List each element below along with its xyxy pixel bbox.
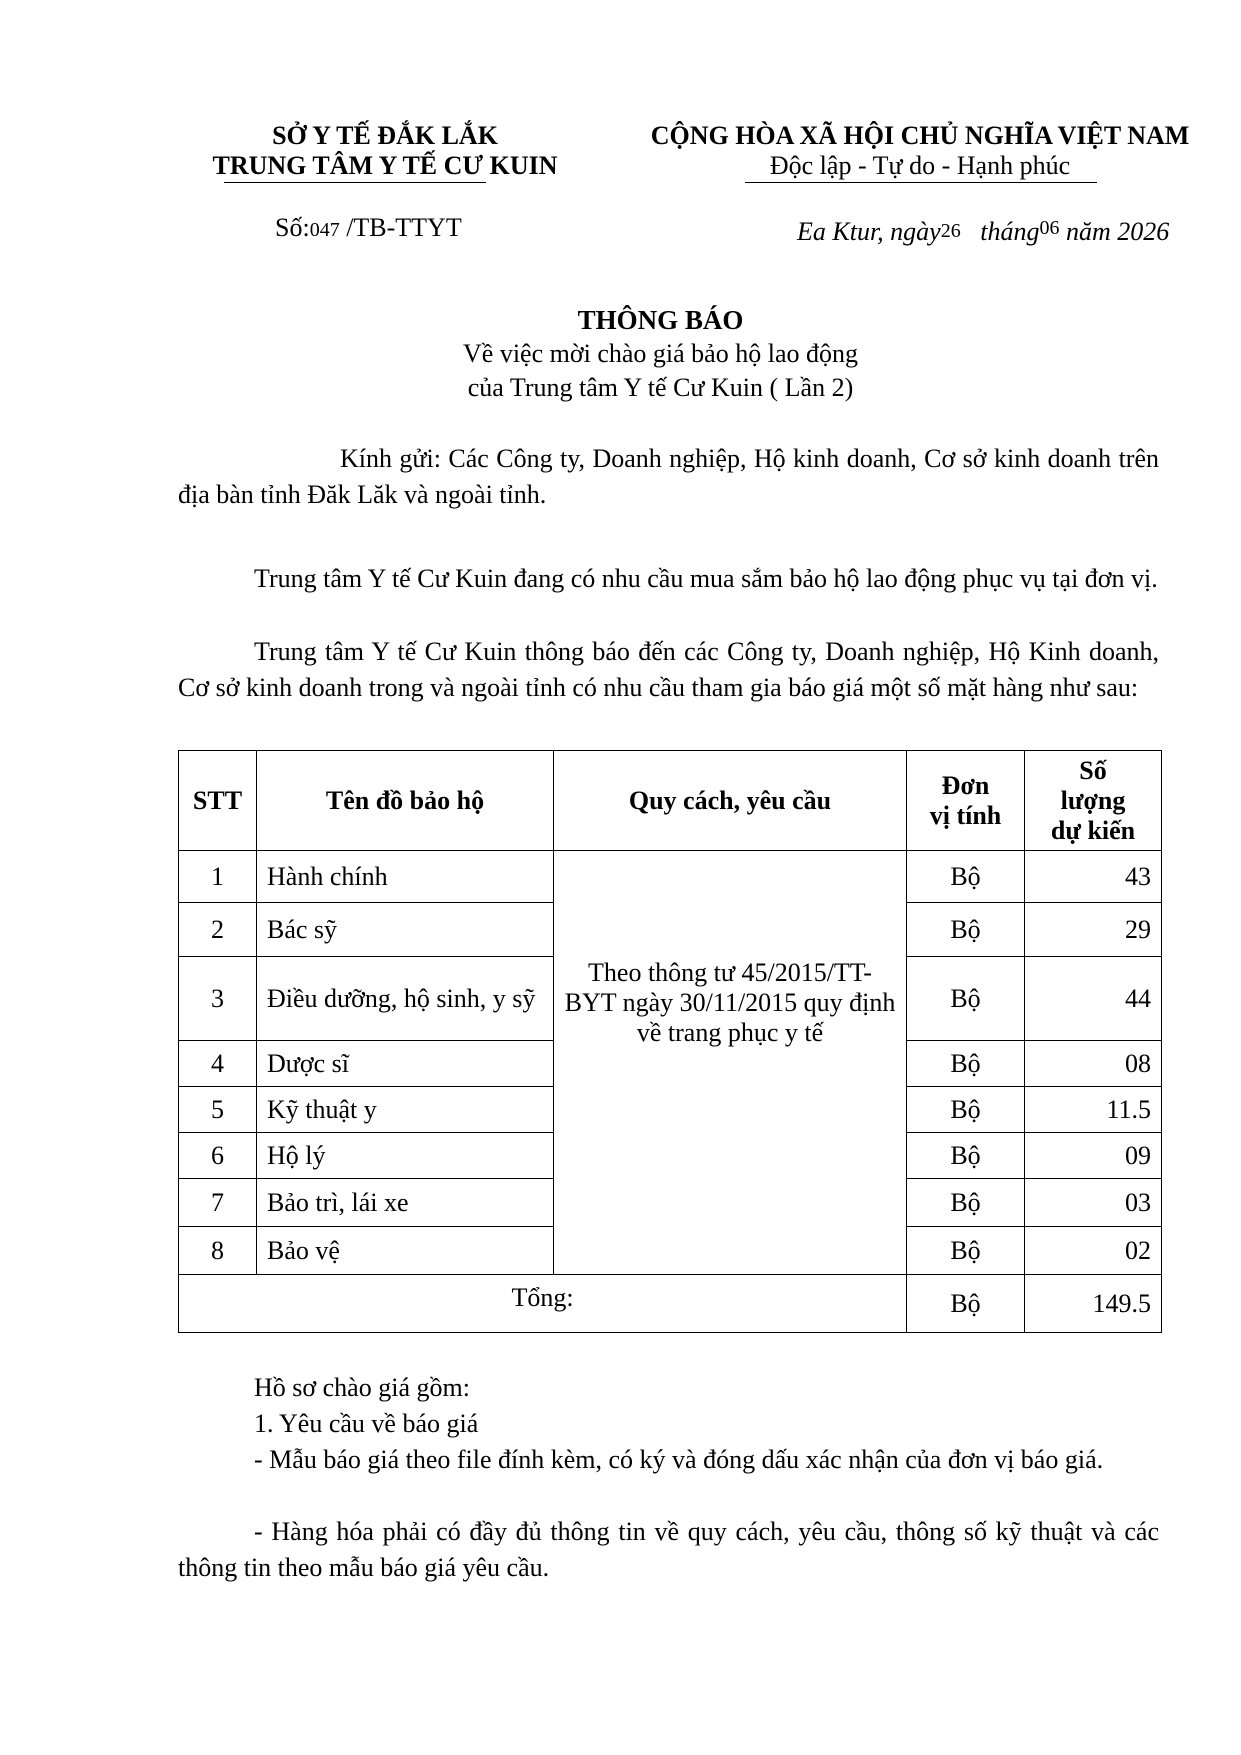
header-qty-line2: lượng [1060,785,1126,815]
row-unit: Bộ [907,851,1025,903]
header-unit-line1: Đơn [941,770,990,800]
row-stt: 1 [179,851,257,903]
row-stt: 2 [179,903,257,957]
unit-name: TRUNG TÂM Y TẾ CƯ KUIN [212,151,558,180]
header-name: Tên đồ bảo hộ [257,751,554,851]
row-name: Dược sĩ [257,1041,554,1087]
row-stt: 6 [179,1133,257,1179]
recipient: Kính gửi: Các Công ty, Doanh nghiệp, Hộ kinh doanh, Cơ sở kinh doanh trên địa bàn tỉnh Đăk Lăk và ngoài tỉnh. [178,444,1159,509]
body-paragraph-2: Trung tâm Y tế Cư Kuin thông báo đến các Công ty, Doanh nghiệp, Hộ Kinh doanh, Cơ sở kinh doanh trong và ngoài tỉnh có nhu cầu tham gia báo giá một số mặt hàng như sau: [178,637,1159,702]
row-quantity: 03 [1025,1179,1162,1227]
table-row [179,851,1162,903]
header-qty-line1: Số [1079,755,1107,785]
header-unit [907,751,1025,851]
requirements-intro: Hồ sơ chào giá gồm: [254,1373,470,1402]
row-quantity: 11.5 [1025,1087,1162,1133]
row-unit: Bộ [907,1179,1025,1227]
date-month: 06 [1039,217,1060,239]
row-quantity: 08 [1025,1041,1162,1087]
notice-subject-line2: của Trung tâm Y tế Cư Kuin ( Lần 2) [467,373,854,402]
row-unit: Bộ [907,1041,1025,1087]
notice-title: THÔNG BÁO [577,305,744,335]
table-header-row [179,751,1162,851]
total-label: Tổng: [179,1275,907,1333]
row-name: Bảo trì, lái xe [257,1179,554,1227]
motto: Độc lập - Tự do - Hạnh phúc [769,151,1071,180]
spec-cell: Theo thông tư 45/2015/TT-BYT ngày 30/11/2015 quy định về trang phục y tế [554,851,907,1275]
agency-name: SỞ Y TẾ ĐẮK LẮK [272,121,498,150]
row-quantity: 44 [1025,957,1162,1041]
row-name: Bảo vệ [257,1227,554,1275]
table-total-row [179,1275,1162,1333]
row-stt: 5 [179,1087,257,1133]
date-place: Ea Ktur, ngày [797,217,941,246]
number-prefix: Số: [275,213,310,242]
row-unit: Bộ [907,1227,1025,1275]
row-quantity: 29 [1025,903,1162,957]
items-table [178,750,1162,1333]
row-name: Hộ lý [257,1133,554,1179]
row-name: Hành chính [257,851,554,903]
row-unit: Bộ [907,1133,1025,1179]
country-name: CỘNG HÒA XÃ HỘI CHỦ NGHĨA VIỆT NAM [650,121,1190,150]
header-quantity [1025,751,1162,851]
number-suffix: /TB-TTYT [339,213,462,242]
row-unit: Bộ [907,903,1025,957]
total-quantity: 149.5 [1025,1275,1162,1333]
row-unit: Bộ [907,957,1025,1041]
number-value: 047 [309,219,340,241]
document-date [797,213,1169,247]
header-stt: STT [179,751,257,851]
date-month-label: tháng [980,217,1040,246]
row-stt: 4 [179,1041,257,1087]
motto-underline [745,182,1097,183]
row-name: Bác sỹ [257,903,554,957]
header-unit-line2: vị tính [929,800,1002,830]
row-quantity: 43 [1025,851,1162,903]
row-unit: Bộ [907,1087,1025,1133]
header-spec: Quy cách, yêu cầu [554,751,907,851]
document-number [275,213,462,245]
row-quantity: 09 [1025,1133,1162,1179]
unit-underline [224,182,486,183]
requirements-bullet-1: - Mẫu báo giá theo file đính kèm, có ký và đóng dấu xác nhận của đơn vị báo giá. [254,1445,1104,1474]
row-stt: 8 [179,1227,257,1275]
row-quantity: 02 [1025,1227,1162,1275]
header-qty-line3: dự kiến [1050,815,1136,845]
date-day: 26 [940,220,961,242]
row-name: Kỹ thuật y [257,1087,554,1133]
total-unit: Bộ [907,1275,1025,1333]
body-paragraph-1: Trung tâm Y tế Cư Kuin đang có nhu cầu mua sắm bảo hộ lao động phục vụ tại đơn vị. [254,564,1158,593]
row-stt: 7 [179,1179,257,1227]
date-year: năm 2026 [1065,217,1170,246]
notice-subject-line1: Về việc mời chào giá bảo hộ lao động [463,339,858,368]
requirements-bullet-2: - Hàng hóa phải có đầy đủ thông tin về quy cách, yêu cầu, thông số kỹ thuật và các thông tin theo mẫu báo giá yêu cầu. [178,1517,1159,1582]
requirements-item-1: 1. Yêu cầu về báo giá [254,1409,479,1438]
row-name: Điều dưỡng, hộ sinh, y sỹ [257,957,554,1041]
row-stt: 3 [179,957,257,1041]
